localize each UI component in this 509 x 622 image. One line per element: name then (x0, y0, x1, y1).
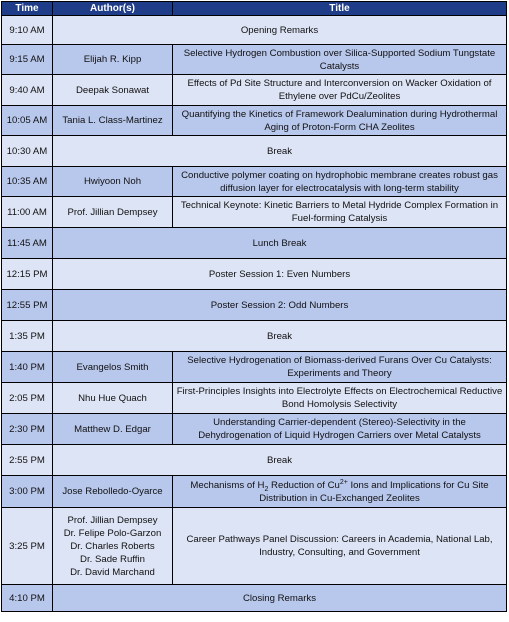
table-row (2, 352, 507, 383)
table-row (2, 445, 507, 476)
table-row (2, 167, 507, 197)
title-cell: First-Principles Insights into Electrolyte Effects on Electrochemical Reductive Bond Homolysis Selectivity (173, 383, 507, 414)
session-cell: Break (53, 321, 507, 352)
table-row (2, 75, 507, 106)
header-row (2, 2, 507, 16)
title-part: Mechanisms of H (190, 479, 265, 491)
time-cell: 1:35 PM (2, 321, 53, 352)
table-row (2, 290, 507, 321)
authors-cell (53, 75, 173, 106)
author-name: Evangelos Smith (76, 361, 149, 373)
header-time: Time (2, 2, 53, 16)
authors-cell (53, 476, 173, 508)
authors-cell (53, 352, 173, 383)
author-name: Dr. Charles Roberts (70, 540, 155, 552)
table-row (2, 45, 507, 75)
title-cell (173, 476, 507, 508)
author-name: Matthew D. Edgar (74, 423, 151, 435)
author-name: Tania L. Class-Martinez (62, 115, 163, 126)
table-row (2, 508, 507, 585)
author-name: Dr. David Marchand (70, 566, 155, 578)
author-name: Jose Rebolledo-Oyarce (62, 486, 163, 497)
authors-cell (53, 414, 173, 445)
table-row (2, 228, 507, 259)
session-cell: Poster Session 1: Even Numbers (53, 259, 507, 290)
author-name: Dr. Sade Ruffin (80, 553, 145, 565)
title-cell: Career Pathways Panel Discussion: Careers in Academia, National Lab, Industry, Consulting, and Government (173, 508, 507, 585)
authors-cell (53, 167, 173, 197)
title-cell: Quantifying the Kinetics of Framework Dealumination during Hydrothermal Aging of Proton-Form CHA Zeolites (173, 106, 507, 136)
title-cell: Understanding Carrier-dependent (Stereo)-Selectivity in the Dehydrogenation of Liquid Hydrogen Carriers over Metal Catalysts (173, 414, 507, 445)
time-cell: 4:10 PM (2, 585, 53, 612)
author-name: Deepak Sonawat (75, 84, 150, 96)
session-cell: Lunch Break (53, 228, 507, 259)
author-name: Elijah R. Kipp (83, 54, 142, 65)
time-cell: 3:25 PM (2, 508, 53, 585)
title-part: 2 (264, 485, 269, 493)
table-row (2, 585, 507, 612)
title-cell: Selective Hydrogenation of Biomass-derived Furans Over Cu Catalysts: Experiments and Theory (173, 352, 507, 383)
time-cell: 3:00 PM (2, 476, 53, 508)
title-cell: Conductive polymer coating on hydrophobic membrane creates robust gas diffusion layer for electrocatalysis with long-term stability (173, 167, 507, 197)
header-title: Title (173, 2, 507, 16)
time-cell: 2:55 PM (2, 445, 53, 476)
time-cell: 9:40 AM (2, 75, 53, 106)
title-cell: Technical Keynote: Kinetic Barriers to Metal Hydride Complex Formation in Fuel-forming Catalysis (173, 197, 507, 228)
time-cell: 2:30 PM (2, 414, 53, 445)
table-row (2, 321, 507, 352)
time-cell: 1:40 PM (2, 352, 53, 383)
title-part: Reduction of Cu (268, 479, 340, 491)
authors-cell (53, 508, 173, 585)
table-row (2, 259, 507, 290)
schedule-body (2, 16, 507, 612)
author-name: Prof. Jillian Dempsey (67, 514, 158, 526)
authors-cell (53, 383, 173, 414)
time-cell: 2:05 PM (2, 383, 53, 414)
session-cell: Opening Remarks (53, 16, 507, 45)
author-name: Prof. Jillian Dempsey (67, 206, 158, 218)
time-cell: 10:30 AM (2, 136, 53, 167)
table-row (2, 414, 507, 445)
table-row (2, 16, 507, 45)
session-cell: Break (53, 445, 507, 476)
table-row (2, 136, 507, 167)
title-cell: Selective Hydrogen Combustion over Silica-Supported Sodium Tungstate Catalysts (173, 45, 507, 75)
time-cell: 9:10 AM (2, 16, 53, 45)
time-cell: 9:15 AM (2, 45, 53, 75)
title-cell: Effects of Pd Site Structure and Interconversion on Wacker Oxidation of Ethylene over PdCu/Zeolites (173, 75, 507, 106)
table-row (2, 383, 507, 414)
authors-cell (53, 197, 173, 228)
table-row (2, 106, 507, 136)
time-cell: 12:55 PM (2, 290, 53, 321)
author-name: Dr. Felipe Polo-Garzon (63, 527, 162, 539)
session-cell: Break (53, 136, 507, 167)
time-cell: 12:15 PM (2, 259, 53, 290)
time-cell: 11:00 AM (2, 197, 53, 228)
time-cell: 10:35 AM (2, 167, 53, 197)
header-authors: Author(s) (53, 2, 173, 16)
time-cell: 11:45 AM (2, 228, 53, 259)
authors-cell (53, 106, 173, 136)
title-part: 2+ (339, 478, 348, 486)
schedule-table (1, 1, 507, 612)
table-row (2, 197, 507, 228)
time-cell: 10:05 AM (2, 106, 53, 136)
table-row (2, 476, 507, 508)
session-cell: Closing Remarks (53, 585, 507, 612)
authors-cell (53, 45, 173, 75)
title-part: Ions and Implications for Cu Site Distribution in Cu-Exchanged Zeolites (259, 479, 489, 504)
author-name: Hwiyoon Noh (83, 176, 142, 187)
author-name: Nhu Hue Quach (78, 392, 147, 404)
session-cell: Poster Session 2: Odd Numbers (53, 290, 507, 321)
